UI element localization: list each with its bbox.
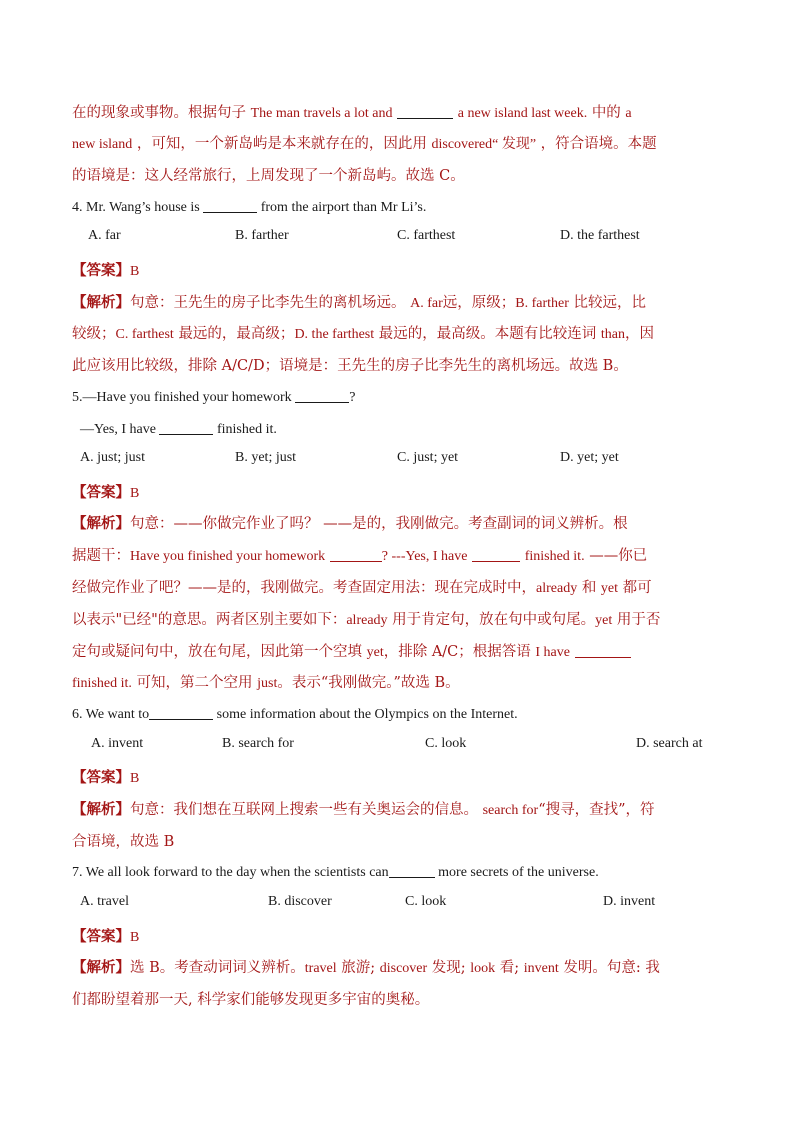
text: yet (600, 581, 619, 596)
text: 和 (581, 580, 597, 596)
option-a: A. travel (80, 894, 129, 909)
text: 合语境，故选 B (72, 834, 175, 850)
text: ，符合语境。本题 (540, 136, 657, 152)
text: C. farthest (115, 327, 174, 342)
answer-blank (295, 388, 349, 403)
question-4-stem (72, 197, 722, 219)
text: 最远的，最高级； (178, 326, 295, 342)
option-a: A. invent (91, 736, 144, 751)
text: 最远的，最高级。本题有比较连词 (378, 326, 597, 342)
text: 发现; (431, 960, 466, 976)
text: 发明。句意: 我 (563, 960, 660, 976)
text: 都可 (622, 580, 652, 596)
answer-line (72, 260, 722, 283)
analysis-line (72, 831, 722, 853)
answer-line (72, 767, 722, 790)
answer-label: 【答案】 (72, 484, 130, 501)
answer-blank (203, 198, 257, 213)
text: discovered“ 发现” (431, 137, 537, 152)
text: 可知，第二个空用 (136, 675, 253, 691)
option-a: A. far (88, 228, 121, 243)
answer-line (72, 926, 722, 949)
analysis-line (72, 292, 722, 315)
explanation-line (72, 102, 722, 125)
option-c: C. farthest (397, 228, 456, 243)
text: B. farther (515, 296, 569, 311)
text: 远，原级； (442, 295, 516, 311)
answer-blank (389, 863, 435, 878)
answer-blank (330, 547, 382, 562)
option-b: B. search for (222, 736, 294, 751)
text: look (470, 961, 496, 976)
text: The man travels a lot and (250, 106, 393, 121)
analysis-line (72, 355, 722, 377)
option-c: C. just; yet (397, 450, 459, 465)
text: 此应该用比较级，排除 A/C/D；语境是：王先生的房子比李先生的离机场远。故选 B。 (72, 358, 628, 374)
text: more secrets of the universe. (438, 865, 599, 880)
question-5-reply (80, 419, 730, 441)
answer-blank (397, 104, 453, 119)
option-c: C. look (405, 894, 447, 909)
analysis-line (72, 577, 722, 600)
analysis-line (72, 641, 722, 664)
text: 选 B。考查动词词义辨析。 (130, 960, 305, 976)
text: ，可知，一个新岛屿是本来就存在的，因此用 (136, 136, 427, 152)
text: 看; (499, 960, 520, 976)
analysis-label: 【解析】 (72, 515, 130, 532)
text: 5.—Have you finished your homework (72, 390, 292, 405)
text: finished it. (216, 422, 277, 437)
option-d: D. the farthest (560, 228, 640, 243)
text: 在的现象或事物。根据句子 (72, 105, 246, 121)
analysis-line (72, 323, 722, 346)
analysis-line (72, 545, 722, 568)
text: a (625, 106, 632, 121)
analysis-label: 【解析】 (72, 801, 130, 818)
answer-label: 【答案】 (72, 928, 130, 945)
answer-line (72, 482, 722, 505)
answer-blank (159, 420, 213, 435)
answer-value: B (130, 771, 140, 786)
text: A. far (410, 296, 443, 311)
answer-value: B (130, 264, 140, 279)
text: a new island last week. (457, 106, 588, 121)
text: 句意：——你做完作业了吗？ ——是的，我刚做完。考查副词的词义辨析。根 (130, 516, 628, 532)
explanation-line (72, 133, 722, 156)
text: 用于肯定句，放在句中或句尾。 (392, 612, 596, 628)
text: 据题干： (72, 548, 130, 564)
text: 定句或疑问句中，放在句尾，因此第一个空填 (72, 644, 362, 660)
text: finished it. (72, 676, 132, 691)
text: 句意：王先生的房子比李先生的离机场远。 (130, 295, 406, 311)
option-b: B. discover (268, 894, 332, 909)
text: 句意：我们想在互联网上搜索一些有关奥运会的信息。 (130, 802, 478, 818)
option-c: C. look (425, 736, 467, 751)
text: yet (366, 645, 384, 660)
text: 中的 (591, 105, 621, 121)
text: discover (379, 961, 428, 976)
analysis-line (72, 609, 722, 632)
analysis-label: 【解析】 (72, 959, 130, 976)
text: 以表示"已经"的意思。两者区别主要如下： (72, 612, 347, 628)
text: travel (304, 961, 337, 976)
text: finished it. (524, 549, 585, 564)
text: I have (535, 645, 570, 660)
text: 经做完作业了吧？——是的，我刚做完。考查固定用法：现在完成时中， (72, 580, 536, 596)
analysis-line (72, 957, 722, 980)
analysis-line (72, 513, 722, 535)
text: 们都盼望着那一天, 科学家们能够发现更多宇宙的奥秘。 (72, 992, 430, 1008)
answer-blank (575, 643, 631, 658)
text: 7. We all look forward to the day when the scientists can (72, 865, 389, 880)
text: 旅游; (341, 960, 376, 976)
text: 4. Mr. Wang’s house is (72, 200, 200, 215)
text: D. the farthest (294, 327, 375, 342)
analysis-line (72, 799, 722, 822)
text: Have you finished your homework (130, 549, 326, 564)
analysis-label: 【解析】 (72, 294, 130, 311)
text: ，排除 A/C；根据答语 (383, 644, 531, 660)
question-7-stem (72, 862, 722, 884)
text: 的语境是：这人经常旅行，上周发现了一个新岛屿。故选 C。 (72, 168, 465, 184)
text: 6. We want to (72, 707, 150, 722)
option-d: D. invent (603, 894, 656, 909)
text: “搜寻，查找”，符 (538, 802, 655, 818)
text: ——你已 (589, 548, 648, 564)
text: already (346, 613, 388, 628)
text: —Yes, I have (80, 422, 156, 437)
answer-value: B (130, 486, 140, 501)
question-6-stem (72, 704, 722, 726)
analysis-line (72, 672, 722, 695)
text: new island (72, 137, 133, 152)
text: ? ---Yes, I have (381, 549, 468, 564)
text: 。表示“我刚做完。”故选 B。 (277, 675, 460, 691)
answer-label: 【答案】 (72, 262, 130, 279)
analysis-line (72, 989, 722, 1011)
option-d: D. search at (636, 736, 703, 751)
answer-label: 【答案】 (72, 769, 130, 786)
text: 较级； (72, 326, 116, 342)
text: ，因 (624, 326, 654, 342)
option-b: B. farther (235, 228, 289, 243)
text: search for (482, 803, 539, 818)
answer-blank (472, 547, 520, 562)
answer-blank (149, 705, 213, 720)
text: from the airport than Mr Li’s. (260, 200, 427, 215)
option-a: A. just; just (80, 450, 145, 465)
text: already (536, 581, 578, 596)
answer-value: B (130, 930, 140, 945)
text: just (257, 676, 278, 691)
text: some information about the Olympics on the Internet. (216, 707, 518, 722)
text: 用于否 (616, 612, 661, 628)
text: than (600, 327, 625, 342)
option-b: B. yet; just (235, 450, 297, 465)
option-d: D. yet; yet (560, 450, 619, 465)
text: yet (595, 613, 613, 628)
explanation-line (72, 165, 722, 187)
text: ? (349, 390, 356, 405)
text: 比较远，比 (573, 295, 647, 311)
text: invent (523, 961, 559, 976)
question-5-stem (72, 387, 722, 409)
